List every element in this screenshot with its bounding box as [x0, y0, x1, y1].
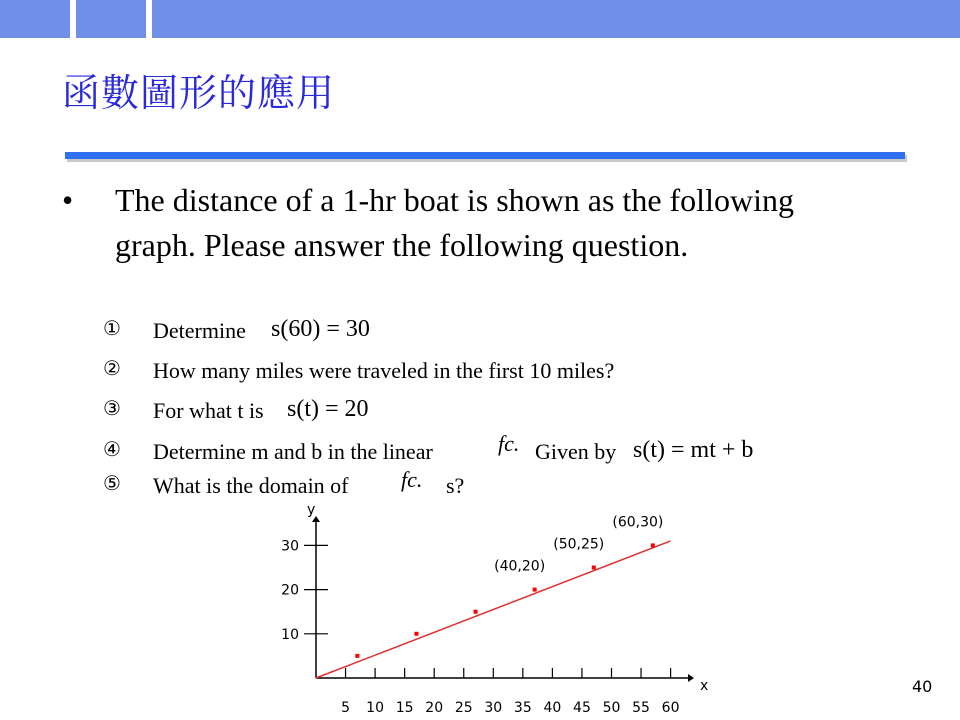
question-text: How many miles were traveled in the first 10 miles? — [153, 358, 615, 383]
bullet-marker: • — [62, 182, 74, 218]
formula-fc: fc. — [498, 431, 520, 456]
slide-title: 函數圖形的應用 — [62, 71, 336, 115]
question-marker: ④ — [103, 437, 121, 461]
page-number: 40 — [912, 677, 933, 696]
point-label: (40,20) — [494, 558, 546, 575]
question-marker: ③ — [103, 396, 121, 420]
x-axis-arrow — [688, 674, 694, 682]
formula-st20: s(t) = 20 — [287, 396, 369, 422]
point-label: (50,25) — [553, 536, 605, 553]
question-text: For what t is — [153, 398, 264, 423]
x-axis-label: x — [700, 678, 709, 694]
x-tick-label: 10 — [366, 700, 385, 716]
question-suffix: s? — [446, 473, 465, 498]
data-point — [533, 588, 537, 592]
data-point — [414, 632, 418, 636]
y-axis-label: y — [307, 502, 316, 518]
data-point — [474, 610, 478, 614]
data-point — [651, 543, 655, 547]
data-point — [355, 654, 359, 658]
x-tick-label: 30 — [484, 700, 503, 716]
x-tick-label: 5 — [341, 700, 351, 716]
x-tick-label: 35 — [513, 700, 532, 716]
question-marker: ② — [103, 356, 121, 380]
x-tick-label: 20 — [425, 700, 444, 716]
x-tick-label: 25 — [454, 700, 473, 716]
question-text: Determine — [153, 318, 246, 343]
question-suffix: Given by — [535, 439, 617, 464]
y-tick-label: 20 — [281, 582, 299, 599]
question-text: What is the domain of — [153, 473, 349, 498]
formula-s60: s(60) = 30 — [271, 316, 370, 342]
x-tick-label: 50 — [602, 700, 621, 716]
x-tick-label: 55 — [632, 700, 650, 716]
question-text: Determine m and b in the linear — [153, 439, 433, 464]
formula-fc: fc. — [401, 467, 423, 492]
question-marker: ① — [103, 316, 121, 340]
formula-linear: s(t) = mt + b — [633, 437, 754, 463]
x-tick-label: 15 — [395, 700, 414, 716]
x-tick-label: 45 — [573, 700, 591, 716]
y-tick-label: 30 — [281, 538, 299, 555]
question-marker: ⑤ — [103, 471, 121, 495]
x-tick-label: 40 — [543, 700, 562, 716]
y-tick-label: 10 — [281, 626, 299, 643]
bullet-text: The distance of a 1-hr boat is shown as the following graph. Please answer the following question. — [115, 182, 794, 263]
point-label: (60,30) — [612, 514, 664, 531]
x-tick-label: 60 — [661, 700, 680, 716]
data-point — [592, 566, 596, 570]
